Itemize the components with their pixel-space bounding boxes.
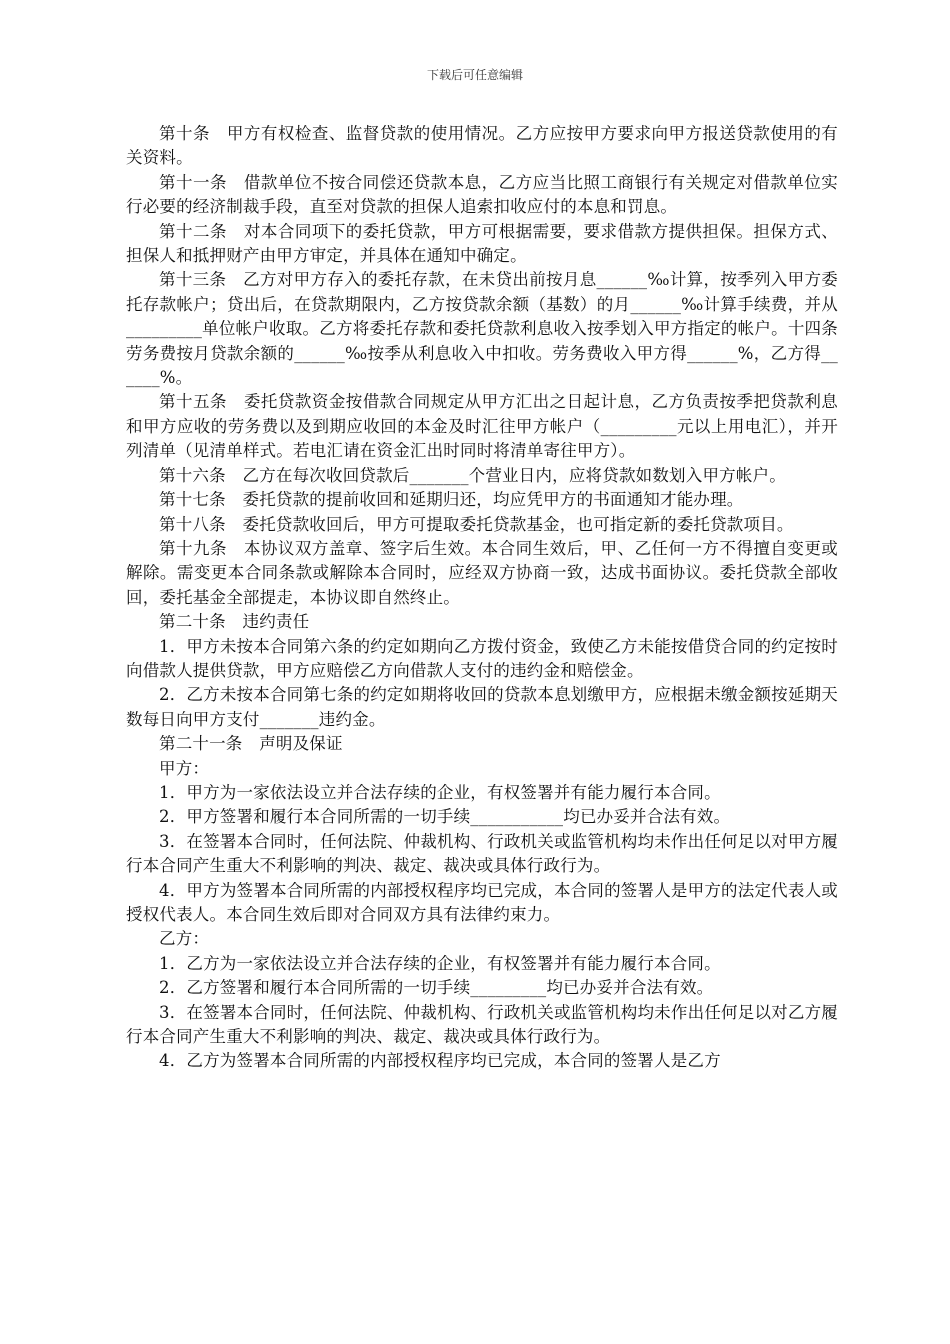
party-a-label: 甲方：	[159, 758, 210, 778]
document-body	[126, 122, 855, 1074]
party-a-item-4: 4．甲方为签署本合同所需的内部授权程序均已完成，本合同的签署人是甲方的法定代表人或授权代表人。本合同生效后即对合同双方具有法律约束力。	[126, 880, 838, 924]
clause-13: 第十三条 乙方对甲方存入的委托存款，在未贷出前按月息______‰计算，按季列入甲方委托存款帐户；贷出后，在贷款期限内，乙方按贷款余额（基数）的月______‰计算手续费，并从_________单位帐户收取。乙方将委托存款和委托贷款利息收入按季划入甲方指定的帐户。十四条 劳务费按月贷款余额的______‰按季从利息收入中扣收。劳务费收入甲方得______%，乙方得______%。	[126, 270, 855, 388]
party-b-label: 乙方：	[159, 929, 210, 949]
party-b-item-2: 2．乙方签署和履行本合同所需的一切手续_________均已办妥并合法有效。	[159, 978, 714, 998]
clause-20-heading: 第二十条 违约责任	[159, 612, 310, 632]
party-a-item-3: 3．在签署本合同时，任何法院、仲裁机构、行政机关或监管机构均未作出任何足以对甲方履行本合同产生重大不利影响的判决、裁定、裁决或具体行政行为。	[126, 831, 838, 876]
party-b-item-1: 1．乙方为一家依法设立并合法存续的企业，有权签署并有能力履行本合同。	[159, 953, 721, 973]
clause-21-heading: 第二十一条 声明及保证	[159, 734, 343, 754]
clause-11: 第十一条 借款单位不按合同偿还贷款本息，乙方应当比照工商银行有关规定对借款单位实行必要的经济制裁手段，直至对贷款的担保人追索扣收应付的本息和罚息。	[126, 172, 838, 217]
clause-20-item-1: 1．甲方未按本合同第六条的约定如期向乙方拨付资金，致使乙方未能按借贷合同的约定按时向借款人提供贷款，甲方应赔偿乙方向借款人支付的违约金和赔偿金。	[126, 636, 838, 680]
clause-12: 第十二条 对本合同项下的委托贷款，甲方可根据需要，要求借款方提供担保。担保方式、担保人和抵押财产由甲方审定，并具体在通知中确定。	[126, 221, 838, 266]
clause-16: 第十六条 乙方在每次收回贷款后_______个营业日内，应将贷款如数划入甲方帐户。	[159, 465, 786, 485]
party-b-item-3: 3．在签署本合同时，任何法院、仲裁机构、行政机关或监管机构均未作出任何足以对乙方履行本合同产生重大不利影响的判决、裁定、裁决或具体行政行为。	[126, 1002, 838, 1047]
clause-18: 第十八条 委托贷款收回后，甲方可提取委托贷款基金，也可指定新的委托贷款项目。	[159, 514, 794, 534]
party-b-item-4: 4．乙方为签署本合同所需的内部授权程序均已完成，本合同的签署人是乙方	[159, 1051, 721, 1071]
clause-10: 第十条 甲方有权检查、监督贷款的使用情况。乙方应按甲方要求向甲方报送贷款使用的有关资料。	[126, 124, 838, 168]
clause-19: 第十九条 本协议双方盖章、签字后生效。本合同生效后，甲、乙任何一方不得擅自变更或解除。需变更本合同条款或解除本合同时，应经双方协商一致，达成书面协议。委托贷款全部收回，委托基金全部提走，本协议即自然终止。	[126, 538, 838, 607]
page-header: 下载后可任意编辑	[426, 68, 523, 82]
party-a-item-2: 2．甲方签署和履行本合同所需的一切手续___________均已办妥并合法有效。	[159, 807, 731, 827]
clause-20-item-2: 2．乙方未按本合同第七条的约定如期将收回的贷款本息划缴甲方，应根据未缴金额按延期天数每日向甲方支付_______违约金。	[126, 685, 838, 729]
party-a-item-1: 1．甲方为一家依法设立并合法存续的企业，有权签署并有能力履行本合同。	[159, 782, 721, 802]
clause-15: 第十五条 委托贷款资金按借款合同规定从甲方汇出之日起计息，乙方负责按季把贷款利息和甲方应收的劳务费以及到期应收回的本金及时汇往甲方帐户（_________元以上用电汇），并开列清单（见清单样式。若电汇请在资金汇出时同时将清单寄往甲方）。	[126, 392, 838, 461]
clause-17: 第十七条 委托贷款的提前收回和延期归还，均应凭甲方的书面通知才能办理。	[159, 490, 744, 510]
